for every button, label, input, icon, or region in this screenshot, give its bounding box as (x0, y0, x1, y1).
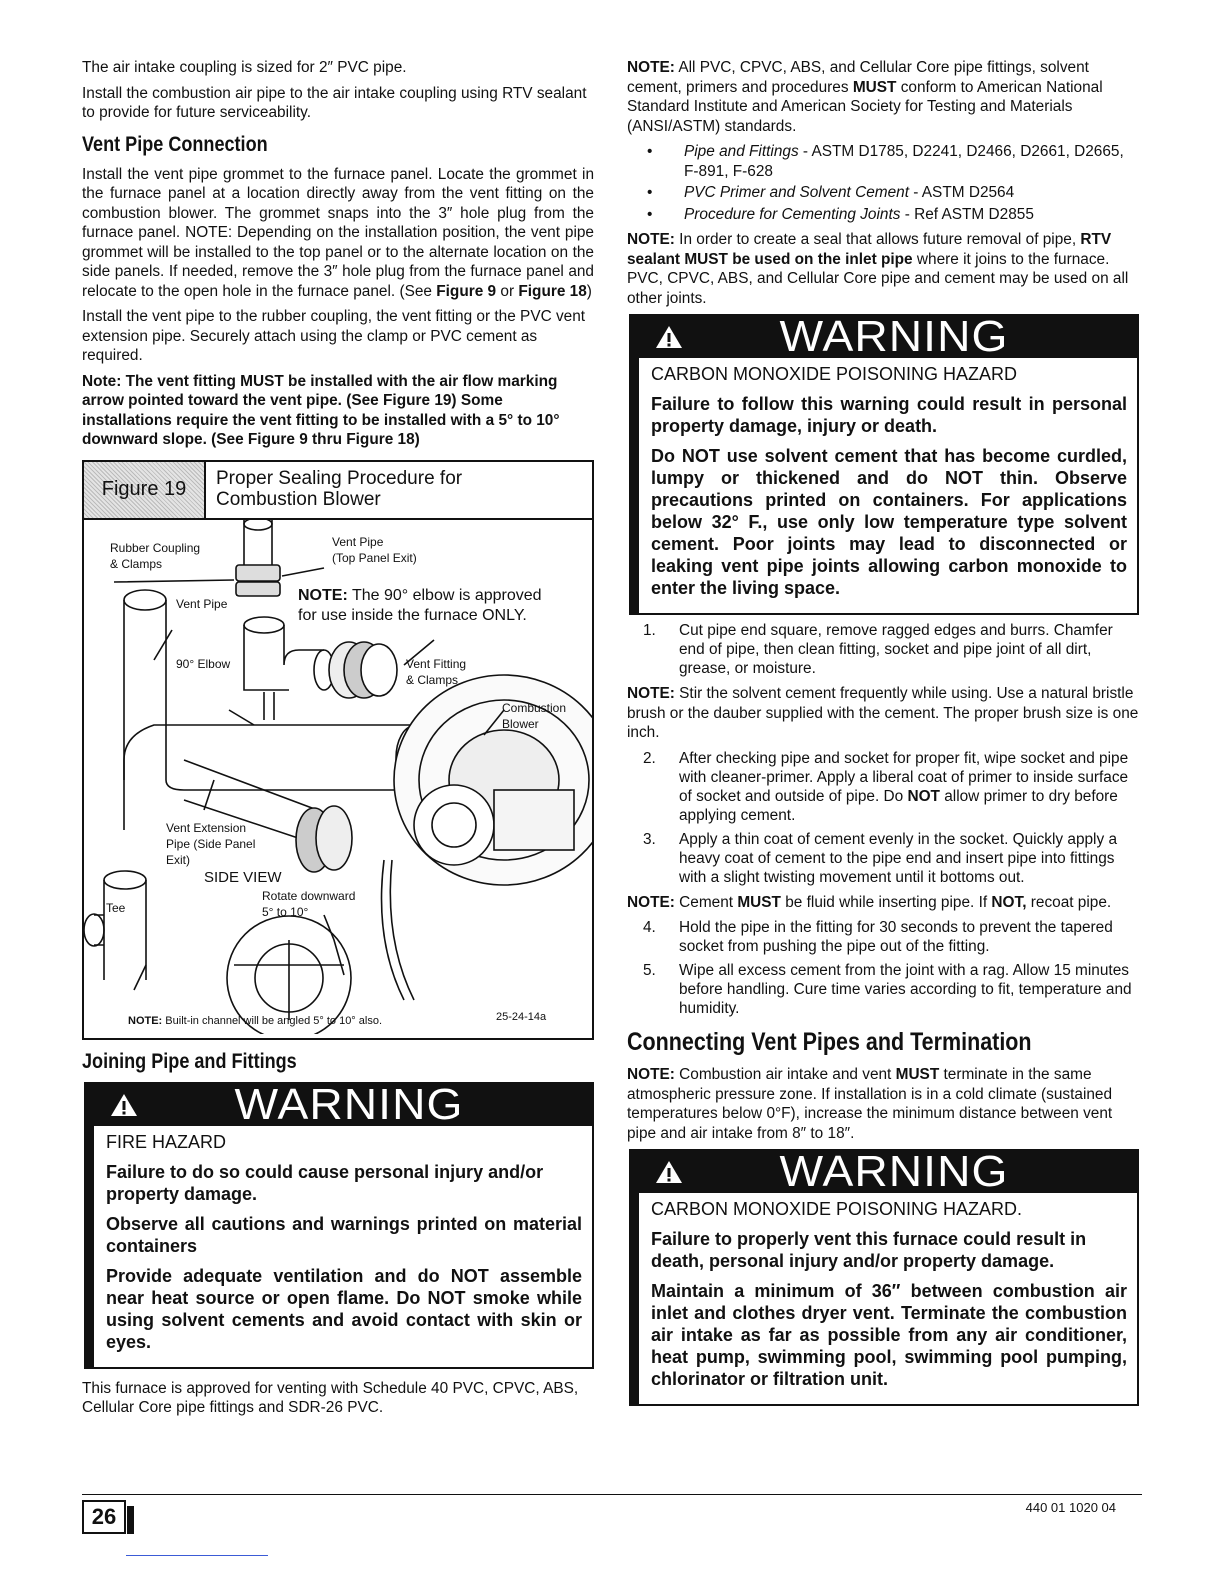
cementing-steps-b (627, 749, 1139, 887)
warning-text-1: Failure to properly vent this furnace could result in death, personal injury and/or property damage. (651, 1229, 1087, 1271)
intro-text-1: The air intake coupling is sized for 2″ PVC pipe. (82, 59, 407, 76)
left-column (82, 58, 594, 1424)
termination-note: NOTE: Combustion air intake and vent MUST terminate in the same atmospheric pressure zone. If installation is in a cold climate (sustained temperatures below 0°F), increase the minimum distance between vent pipe and air intake from 8″ to 18″. (627, 1066, 1113, 1142)
step-4: 4. Hold the pipe in the fitting for 30 seconds to prevent the tapered socket from pushing the pipe out of the fitting. (643, 919, 1113, 955)
cementing-steps-a (627, 621, 1139, 678)
fig-note-line2: for use inside the furnace ONLY. (298, 606, 527, 624)
step-5: 5. Wipe all excess cement from the joint with a rag. Allow 15 minutes before handling. Cure time varies according to fit, temperature and humidity. (643, 962, 1132, 1017)
figure-tag: Figure 19 (84, 462, 206, 518)
label-vent-pipe-top-2: (Top Panel Exit) (332, 550, 417, 565)
extension-clamps (296, 806, 352, 872)
list-item: • Pipe and Fittings - ASTM D1785, D2241, D2466, D2661, D2665, F-891, F-628 (627, 142, 1139, 181)
label-blower-1: Combustion (502, 700, 567, 715)
page-number: 26 (82, 1500, 126, 1534)
right-column (627, 58, 1139, 1412)
label-vent-fitting-1: Vent Fitting (406, 656, 467, 671)
vent-fitting-clamps (329, 642, 397, 698)
blower-illustration (84, 520, 592, 1034)
standards-note: NOTE: All PVC, CPVC, ABS, and Cellular Core pipe fittings, solvent cement, primers and procedures MUST conform to American National Standard Institute and American Society for Testing and Materials (ANSI/ASTM) standards. (627, 59, 1103, 135)
warning-text-2: Observe all cautions and warnings printed on material containers (106, 1213, 582, 1256)
label-blower-2: Blower (502, 716, 539, 731)
warning-text-2: Do NOT use solvent cement that has become curdled, lumpy or thickened and do NOT thin. Observe precautions printed on containers. For applications below 32° F., use only low temperature type solvent cement. Poor joints may lead to disconnected or leaking vent pipe joints allowing carbon monoxide to enter the living space. (651, 446, 1127, 598)
step-2: 2. After checking pipe and socket for proper fit, wipe socket and pipe with cleaner-primer. Apply a liberal coat of primer to inside surface of socket and outside of pipe. Do NOT allow primer to dry before applying cement. (643, 749, 1129, 824)
warning-fire-hazard (92, 1079, 594, 1369)
label-rubber-coupling-1: Rubber Coupling (110, 540, 201, 555)
warning-triangle-icon (639, 324, 699, 350)
warning-header (639, 312, 1137, 361)
figure-title: Proper Sealing Procedure for Combustion Blower (216, 467, 463, 510)
label-extension-2: Pipe (Side Panel (166, 836, 256, 851)
warning-co-hazard-2 (637, 1149, 1139, 1406)
connecting-heading: Connecting Vent Pipes and Termination (627, 1028, 1032, 1056)
fluid-note: NOTE: Cement MUST be fluid while inserting pipe. If NOT, recoat pipe. (627, 893, 1112, 911)
label-elbow: 90° Elbow (176, 656, 231, 671)
vent-note: Note: The vent fitting MUST be installed with the air flow marking arrow pointed toward the vent pipe. (See Figure 19) Some installations require the vent fitting to be installed with a 5° to 10° downward slope. (See Figure 9 thru Figure 18) (82, 372, 560, 448)
label-vent-fitting-2: & Clamps (406, 672, 459, 687)
figure-19 (82, 460, 594, 1040)
footer-rule (82, 1494, 1142, 1495)
tee-fitting (84, 871, 146, 980)
vent-pipe-heading: Vent Pipe Connection (82, 132, 268, 156)
warning-hazard: CARBON MONOXIDE POISONING HAZARD (651, 364, 1018, 384)
figure-bottom-note: NOTE: Built-in channel will be angled 5° to 10° also. (128, 1014, 382, 1027)
fig-note-line1: NOTE: The 90° elbow is approved (298, 586, 542, 604)
document-number: 440 01 1020 04 (1025, 1500, 1116, 1515)
list-item: • Procedure for Cementing Joints - Ref ASTM D2855 (627, 205, 1139, 225)
cementing-steps-c (627, 918, 1139, 1018)
warning-text-2: Maintain a minimum of 36″ between combustion air inlet and clothes dryer vent. Terminate the combustion air intake as far as possible from any air conditioner, heat pump, swimming pool, swimming pool pumping, chlorinator or filtration unit. (651, 1281, 1127, 1389)
warning-triangle-icon (94, 1092, 154, 1118)
warning-header (639, 1147, 1137, 1196)
vent-pipe-vertical (124, 600, 166, 830)
step-1: 1. Cut pipe end square, remove ragged edges and burrs. Chamfer end of pipe, then clean fitting, socket and pipe joint of all dirt, grease, or moisture. (643, 622, 1113, 677)
brush-note: NOTE: Stir the solvent cement frequently while using. Use a natural bristle brush or the dauber supplied with the cement. The proper brush size is one inch. (627, 685, 1139, 741)
label-extension-3: Exit) (166, 852, 190, 867)
warning-text-3: Provide adequate ventilation and do NOT assemble near heat source or open flame. Do NOT smoke while using solvent cements and avoid contact with skin or eyes. (106, 1265, 582, 1352)
warning-text-1: Failure to do so could cause personal injury and/or property damage. (106, 1161, 544, 1204)
label-rubber-coupling-2: & Clamps (110, 556, 163, 571)
label-extension-1: Vent Extension (166, 820, 247, 835)
closing-text: This furnace is approved for venting with Schedule 40 PVC, CPVC, ABS, Cellular Core pipe fittings and SDR-26 PVC. (82, 1379, 579, 1416)
warning-title: WARNING (234, 1079, 464, 1129)
standards-list (627, 142, 1139, 224)
joining-heading: Joining Pipe and Fittings (82, 1049, 297, 1073)
warning-title: WARNING (779, 312, 1009, 361)
label-side-view: SIDE VIEW (204, 868, 282, 886)
warning-text-1: Failure to follow this warning could result in personal property damage, injury or death. (651, 394, 1127, 436)
vent-paragraph-1: Install the vent pipe grommet to the furnace panel. Locate the grommet in the furnace panel at a location directly away from the vent fitting on the combustion blower. The grommet snaps into the 3″ hole plug from the furnace panel. NOTE: Depending on the installation position, the vent pipe grommet will be installed to the top panel or to the alternate location on the side panels. If needed, remove the 3″ hole plug from the furnace panel and relocate to the open hole in the furnace panel. (See Figure 9 or Figure 18) (82, 165, 594, 300)
elbow-90 (244, 625, 324, 690)
label-degrees: 5° to 10° (262, 904, 309, 919)
warning-header (94, 1079, 592, 1129)
warning-hazard: FIRE HAZARD (106, 1131, 227, 1152)
figure-code: 25-24-14a (496, 1010, 547, 1023)
warning-hazard: CARBON MONOXIDE POISONING HAZARD. (651, 1199, 1023, 1219)
rtv-note: NOTE: In order to create a seal that allows future removal of pipe, RTV sealant MUST be used on the inlet pipe where it joins to the furnace. PVC, CPVC, ABS, and Cellular Core pipe and cement may be used on all other joints. (627, 231, 1129, 307)
intro-text-2: Install the combustion air pipe to the air intake coupling using RTV sealant to provide for future serviceability. (82, 84, 587, 121)
warning-title: WARNING (779, 1147, 1009, 1196)
label-vent-pipe-top-1: Vent Pipe (332, 534, 384, 549)
warning-co-hazard-1 (637, 314, 1139, 615)
list-item: • PVC Primer and Solvent Cement - ASTM D2564 (627, 183, 1139, 203)
vent-paragraph-2: Install the vent pipe to the rubber coupling, the vent fitting or the PVC vent extension pipe. Securely attach using the clamp or PVC cement as required. (82, 308, 586, 364)
label-rotate: Rotate downward (262, 888, 356, 903)
step-3: 3. Apply a thin coat of cement evenly in the socket. Quickly apply a heavy coat of cement to the pipe end and insert pipe into fittings with a slight twisting movement until it bottoms out. (643, 830, 1118, 886)
link-underline (126, 1555, 268, 1556)
rubber-coupling (236, 565, 280, 581)
label-tee: Tee (106, 900, 126, 915)
figure-header (84, 462, 592, 520)
warning-triangle-icon (639, 1159, 699, 1185)
label-vent-pipe: Vent Pipe (176, 596, 228, 611)
